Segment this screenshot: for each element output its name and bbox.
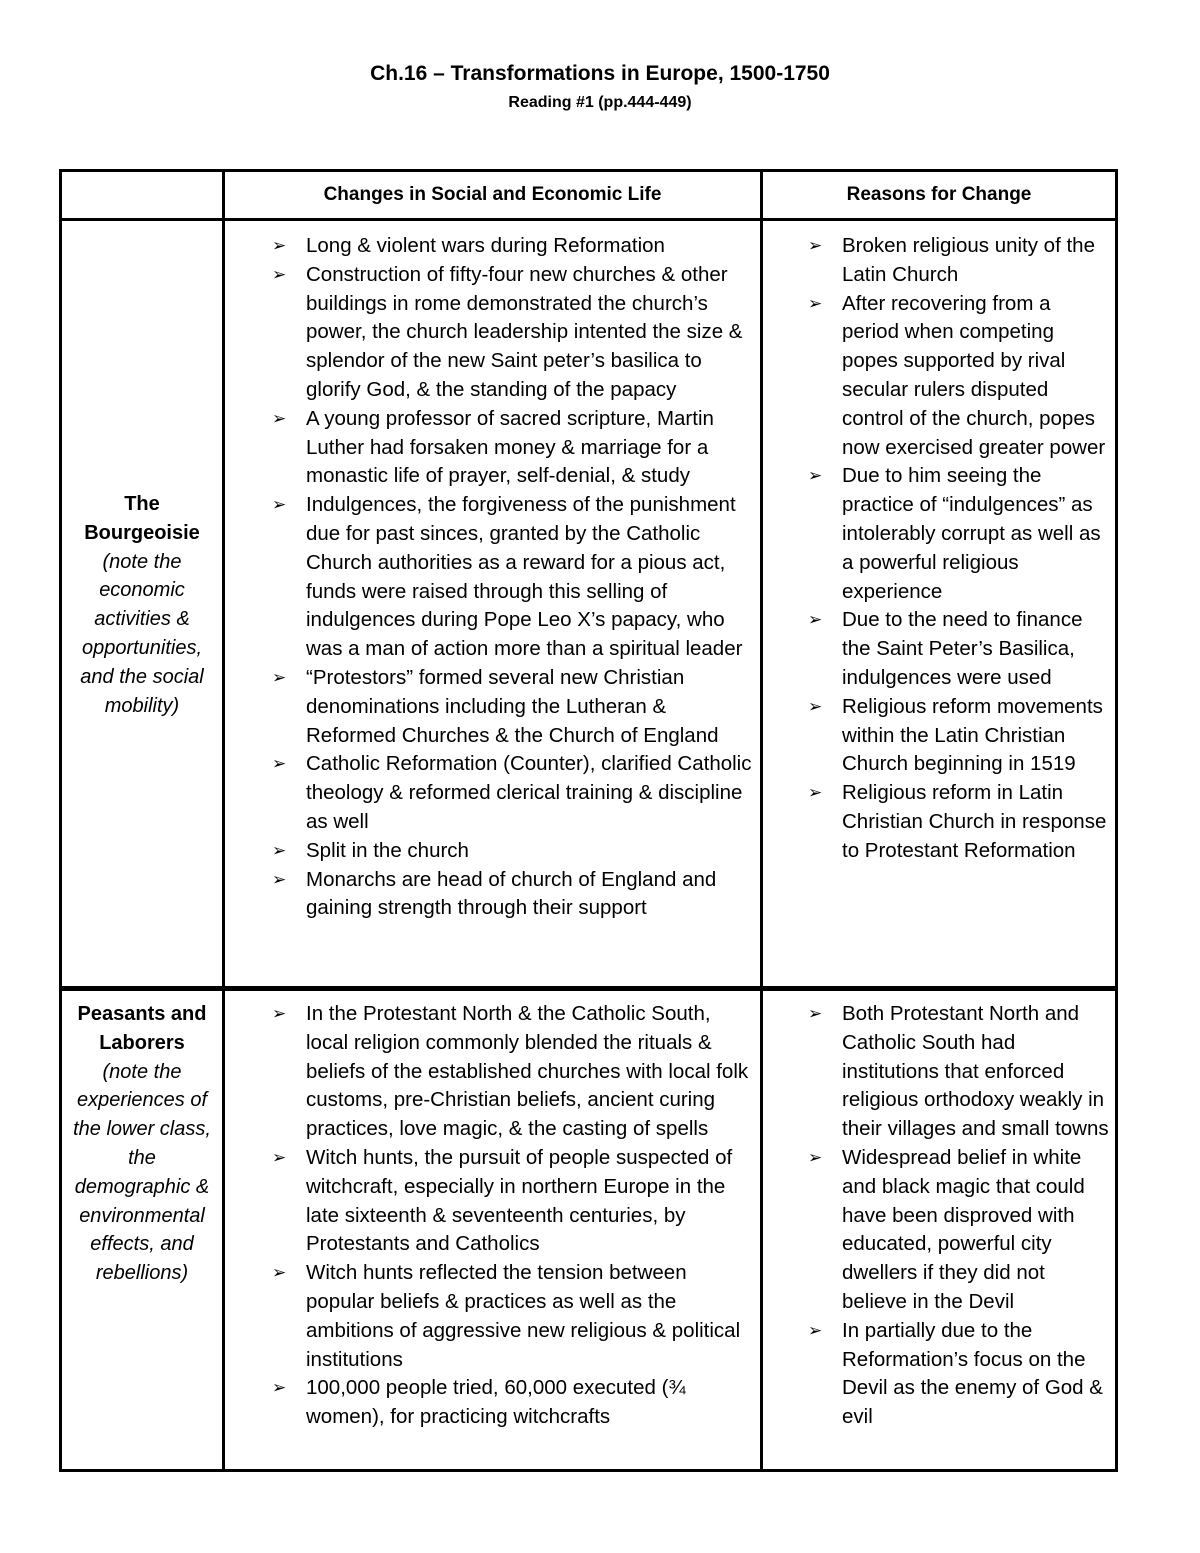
- list-item-text: Due to the need to finance the Saint Peter’s Basilica, indulgences were used: [842, 608, 1083, 689]
- arrowhead-bullet-icon: ➢: [272, 869, 287, 890]
- arrowhead-bullet-icon: ➢: [808, 1147, 823, 1168]
- arrowhead-bullet-icon: ➢: [272, 1263, 287, 1284]
- list-item: [798, 1144, 1112, 1317]
- list-item: [798, 290, 1112, 463]
- list-item-text: Witch hunts reflected the tension between popular beliefs & practices as well as the ambitions of aggressive new religious & political institutions: [306, 1261, 741, 1371]
- arrowhead-bullet-icon: ➢: [272, 1004, 287, 1024]
- list-item-text: Indulgences, the forgiveness of the punishment due for past sinces, granted by the Catholic Church authorities as a reward for a pious act, funds were raised through this selling of indulgences during Pope Leo X’s papacy, who was a man of action more than a spiritual leader: [306, 493, 743, 661]
- row-title-line2: Laborers: [99, 1031, 185, 1054]
- arrowhead-bullet-icon: ➢: [272, 1147, 287, 1168]
- arrowhead-bullet-icon: ➢: [272, 408, 287, 429]
- list-item: [798, 1317, 1112, 1432]
- list-item-text: Both Protestant North and Catholic South had institutions that enforced religious orthodoxy weakly in their villages and small towns: [842, 1002, 1109, 1141]
- list-item-text: Due to him seeing the practice of “indulgences” as intolerably corrupt as well as a powerful religious experience: [842, 464, 1101, 603]
- list-item: [798, 693, 1112, 779]
- row-title-line1: Peasants and: [77, 1003, 207, 1025]
- document-title: Ch.16 – Transformations in Europe, 1500-1750: [370, 62, 830, 85]
- arrowhead-bullet-icon: ➢: [808, 1004, 823, 1024]
- reasons-list-peasants: [798, 1000, 1112, 1432]
- list-item: [262, 837, 756, 866]
- arrowhead-bullet-icon: ➢: [272, 236, 287, 256]
- arrowhead-bullet-icon: ➢: [272, 840, 287, 861]
- list-item: [262, 750, 756, 836]
- list-item: [262, 405, 756, 491]
- header-cell-blank: [62, 172, 222, 218]
- column-divider-2: [760, 169, 763, 1472]
- list-item-text: Catholic Reformation (Counter), clarified Catholic theology & reformed clerical training & discipline as well: [306, 752, 752, 833]
- list-item-text: A young professor of sacred scripture, Martin Luther had forsaken money & marriage for a monastic life of prayer, self-denial, & study: [306, 406, 714, 488]
- list-item-text: 100,000 people tried, 60,000 executed (¾ women), for practicing witchcrafts: [306, 1376, 686, 1429]
- list-item-text: Broken religious unity of the Latin Church: [842, 234, 1095, 286]
- list-item-text: After recovering from a period when competing popes supported by rival secular rulers disputed control of the church, popes now exercised greater power: [842, 291, 1106, 459]
- list-item: [262, 491, 756, 664]
- list-item: [262, 261, 756, 405]
- list-item-text: Religious reform in Latin Christian Church in response to Protestant Reformation: [842, 781, 1107, 862]
- arrowhead-bullet-icon: ➢: [808, 696, 823, 717]
- row-note: (note the experiences of the lower class, the demographic & environmental effects, and rebellions): [73, 1060, 211, 1285]
- arrowhead-bullet-icon: ➢: [272, 1378, 287, 1399]
- header-divider: [59, 218, 1118, 221]
- header-reasons: Reasons for Change: [846, 184, 1032, 205]
- row-note: (note the economic activities & opportunities, and the social mobility): [80, 550, 204, 717]
- list-item: [798, 1000, 1112, 1144]
- list-item-text: In the Protestant North & the Catholic South, local religion commonly blended the rituals & beliefs of the established churches with local folk customs, pre-Christian beliefs, ancient curing practices, love magic, & the casting of spells: [306, 1002, 749, 1141]
- list-item-text: “Protestors” formed several new Christian denominations including the Lutheran & Reformed Churches & the Church of England: [306, 665, 719, 747]
- changes-list-peasants: [262, 1000, 756, 1432]
- arrowhead-bullet-icon: ➢: [272, 754, 287, 775]
- list-item: [262, 664, 756, 750]
- list-item: [262, 1000, 756, 1144]
- list-item-text: In partially due to the Reformation’s focus on the Devil as the enemy of God & evil: [842, 1318, 1103, 1429]
- list-item: [262, 1374, 756, 1432]
- arrowhead-bullet-icon: ➢: [808, 783, 823, 804]
- list-item-text: Witch hunts, the pursuit of people suspected of witchcraft, especially in northern Europe in the late sixteenth & seventeenth centuries, by Protestants and Catholics: [306, 1145, 733, 1256]
- column-divider-1: [222, 169, 225, 1472]
- list-item: [798, 779, 1112, 865]
- arrowhead-bullet-icon: ➢: [808, 610, 823, 631]
- reasons-list-bourgeoisie: [798, 232, 1112, 866]
- list-item: [262, 1259, 756, 1374]
- arrowhead-bullet-icon: ➢: [272, 495, 287, 516]
- row-title-line1: The: [124, 493, 160, 515]
- list-item-text: Religious reform movements within the Latin Christian Church beginning in 1519: [842, 694, 1103, 776]
- arrowhead-bullet-icon: ➢: [808, 293, 823, 314]
- arrowhead-bullet-icon: ➢: [808, 236, 823, 256]
- list-item: [798, 232, 1112, 290]
- arrowhead-bullet-icon: ➢: [808, 466, 823, 487]
- list-item: [798, 462, 1112, 606]
- row-label-bourgeoisie: [62, 490, 222, 720]
- arrowhead-bullet-icon: ➢: [272, 264, 287, 285]
- list-item-text: Long & violent wars during Reformation: [306, 234, 665, 257]
- document-subtitle: Reading #1 (pp.444-449): [508, 94, 692, 111]
- arrowhead-bullet-icon: ➢: [272, 667, 287, 688]
- list-item-text: Split in the church: [306, 838, 469, 862]
- list-item: [262, 1144, 756, 1259]
- list-item: [798, 606, 1112, 692]
- changes-list-bourgeoisie: [262, 232, 756, 923]
- list-item-text: Widespread belief in white and black magic that could have been disproved with educated, powerful city dwellers if they did not believe in the Devil: [842, 1145, 1085, 1313]
- list-item-text: Construction of fifty-four new churches & other buildings in rome demonstrated the church’s power, the church leadership intented the size & splendor of the new Saint peter’s basilica to glorify God, & the standing of the papacy: [306, 262, 743, 401]
- row-label-peasants: [62, 1000, 222, 1288]
- header-changes: Changes in Social and Economic Life: [323, 184, 662, 205]
- arrowhead-bullet-icon: ➢: [808, 1320, 823, 1341]
- row-title-line2: Bourgeoisie: [84, 521, 200, 544]
- row-divider: [59, 986, 1118, 991]
- list-item: [262, 232, 756, 261]
- list-item: [262, 866, 756, 924]
- list-item-text: Monarchs are head of church of England and gaining strength through their support: [306, 867, 717, 920]
